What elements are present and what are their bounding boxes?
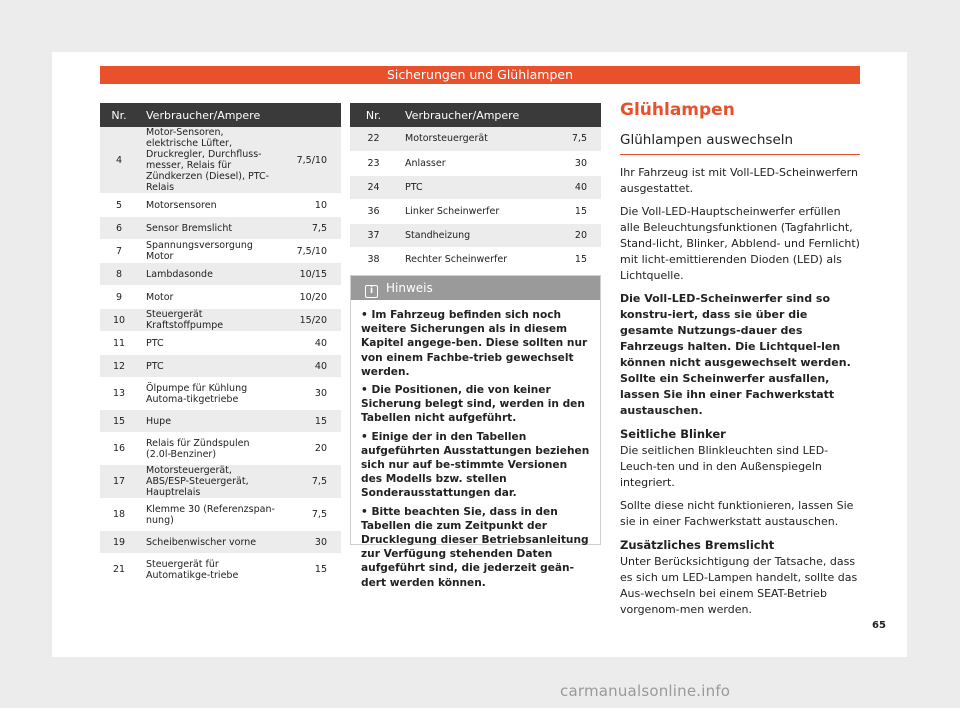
fuse-table-left — [100, 103, 341, 586]
cell-ampere: 40 — [543, 175, 601, 199]
cell-consumer: Spannungsversorgung Motor — [138, 240, 284, 263]
paragraph-bold: Die Voll-LED-Scheinwerfer sind so konstru-iert, dass sie über die gesamte Nutzungs-dauer des Fahrzeugs halten. Die Lichtquel-len können nicht ausgewechselt werden. Sollte ein Scheinwerfer ausfallen, lassen Sie ihn einer Fachwerkstatt austauschen. — [620, 292, 851, 417]
cell-ampere: 15 — [284, 554, 341, 586]
table-row — [100, 332, 341, 355]
chapter-header: Sicherungen und Glühlampen — [100, 66, 860, 84]
cell-ampere: 30 — [284, 531, 341, 554]
cell-consumer: Sensor Bremslicht — [138, 217, 284, 240]
subsection-title: Seitliche Blinker — [620, 427, 726, 441]
cell-consumer: Motorsteuergerät, ABS/ESP-Steuergerät, Hauptrelais — [138, 465, 284, 499]
cell-nr: 22 — [350, 127, 397, 151]
cell-nr: 37 — [350, 223, 397, 247]
section-subheading: Glühlampen auswechseln — [620, 132, 794, 148]
cell-consumer: PTC — [138, 332, 284, 355]
cell-ampere: 20 — [284, 433, 341, 465]
cell-nr: 13 — [100, 378, 138, 410]
cell-nr: 5 — [100, 194, 138, 217]
cell-nr: 23 — [350, 151, 397, 175]
table-row — [100, 286, 341, 309]
cell-ampere: 40 — [284, 332, 341, 355]
note-title: Hinweis — [386, 281, 433, 295]
cell-nr: 15 — [100, 410, 138, 433]
cell-consumer: Motor-Sensoren, elektrische Lüfter, Druckregler, Durchfluss-messer, Relais für Zündkerzen (Diesel), PTC-Relais — [138, 127, 284, 194]
cell-ampere: 15 — [284, 410, 341, 433]
bulbs-section — [620, 100, 860, 625]
table-row — [350, 151, 601, 175]
table-row — [100, 127, 341, 194]
table-row — [350, 127, 601, 151]
cell-consumer: Motor — [138, 286, 284, 309]
table-row — [100, 355, 341, 378]
table-row — [100, 433, 341, 465]
cell-nr: 6 — [100, 217, 138, 240]
cell-ampere: 7,5/10 — [284, 240, 341, 263]
cell-consumer: Scheibenwischer vorne — [138, 531, 284, 554]
cell-nr: 18 — [100, 499, 138, 531]
cell-nr: 10 — [100, 309, 138, 332]
cell-ampere: 10/15 — [284, 263, 341, 286]
cell-consumer: Relais für Zündspulen (2.0l-Benziner) — [138, 433, 284, 465]
cell-ampere: 7,5 — [284, 217, 341, 240]
cell-consumer: Lambdasonde — [138, 263, 284, 286]
cell-nr: 16 — [100, 433, 138, 465]
table-header-row — [350, 103, 601, 127]
paragraph: Ihr Fahrzeug ist mit Voll-LED-Scheinwerfern ausgestattet. — [620, 166, 858, 195]
cell-ampere: 15/20 — [284, 309, 341, 332]
cell-ampere: 7,5 — [284, 499, 341, 531]
cell-consumer: Klemme 30 (Referenzspan-nung) — [138, 499, 284, 531]
cell-consumer: PTC — [138, 355, 284, 378]
heading-divider — [620, 154, 860, 155]
column-header-nr: Nr. — [350, 103, 397, 127]
note-item: • Bitte beachten Sie, dass in den Tabellen die zum Zeitpunkt der Drucklegung dieser Betriebsanleitung zur Verfügung stehenden Daten aufgeführt sind, die jederzeit geän-dert werden können. — [361, 505, 589, 589]
column-header-consumer: Verbraucher/Ampere — [138, 103, 341, 127]
cell-ampere: 10/20 — [284, 286, 341, 309]
watermark: carmanualsonline.info — [560, 682, 731, 700]
fuse-table-middle — [350, 103, 601, 272]
cell-consumer: Hupe — [138, 410, 284, 433]
table-row — [100, 378, 341, 410]
cell-ampere: 7,5 — [543, 127, 601, 151]
cell-ampere: 10 — [284, 194, 341, 217]
page-number: 65 — [872, 620, 886, 631]
note-item: • Im Fahrzeug befinden sich noch weitere Sicherungen als in diesem Kapitel angege-ben. Diese sollten nur von einem Fachbe-trieb gewechselt werden. — [361, 309, 588, 378]
cell-nr: 24 — [350, 175, 397, 199]
note-item: • Einige der in den Tabellen aufgeführten Ausstattungen beziehen sich nur auf be-stimmte Versionen des Modells bzw. stellen Sonderausstattungen dar. — [361, 430, 590, 500]
cell-nr: 7 — [100, 240, 138, 263]
table-row — [350, 199, 601, 223]
cell-consumer: Steuergerät für Automatikge-triebe — [138, 554, 284, 586]
section-heading: Glühlampen — [620, 100, 735, 120]
cell-nr: 11 — [100, 332, 138, 355]
note-item: • Die Positionen, die von keiner Sicherung belegt sind, werden in den Tabellen nicht aufgeführt. — [361, 384, 585, 425]
info-icon: i — [365, 285, 378, 298]
column-header-consumer: Verbraucher/Ampere — [397, 103, 601, 127]
cell-nr: 21 — [100, 554, 138, 586]
cell-ampere: 30 — [284, 378, 341, 410]
cell-ampere: 15 — [543, 199, 601, 223]
cell-ampere: 7,5/10 — [284, 127, 341, 194]
cell-consumer: Anlasser — [397, 151, 543, 175]
note-header — [351, 276, 600, 300]
cell-consumer: PTC — [397, 175, 543, 199]
cell-consumer: Motorsensoren — [138, 194, 284, 217]
table-row — [100, 554, 341, 586]
cell-ampere: 15 — [543, 247, 601, 271]
cell-ampere: 7,5 — [284, 465, 341, 499]
cell-ampere: 40 — [284, 355, 341, 378]
table-row — [100, 194, 341, 217]
cell-consumer: Motorsteuergerät — [397, 127, 543, 151]
cell-consumer: Linker Scheinwerfer — [397, 199, 543, 223]
cell-nr: 19 — [100, 531, 138, 554]
cell-consumer: Steuergerät Kraftstoffpumpe — [138, 309, 284, 332]
note-box — [350, 275, 601, 589]
table-row — [350, 175, 601, 199]
paragraph: Die seitlichen Blinkleuchten sind LED-Leuch-ten und in den Außenspiegeln integriert. — [620, 444, 829, 489]
table-row — [100, 309, 341, 332]
table-header-row — [100, 103, 341, 127]
cell-consumer: Ölpumpe für Kühlung Automa-tikgetriebe — [138, 378, 284, 410]
table-row — [100, 240, 341, 263]
cell-consumer: Rechter Scheinwerfer — [397, 247, 543, 271]
table-row — [100, 499, 341, 531]
table-row — [100, 217, 341, 240]
cell-nr: 8 — [100, 263, 138, 286]
cell-consumer: Standheizung — [397, 223, 543, 247]
table-row — [100, 410, 341, 433]
cell-nr: 4 — [100, 127, 138, 194]
note-body — [351, 300, 600, 590]
cell-nr: 36 — [350, 199, 397, 223]
paragraph: Die Voll-LED-Hauptscheinwerfer erfüllen alle Beleuchtungsfunktionen (Tagfahrlicht, Stand-licht, Blinker, Abblend- und Fernlicht) mit licht-emittierenden Dioden (LED) als Lichtquelle. — [620, 205, 860, 282]
cell-nr: 9 — [100, 286, 138, 309]
table-row — [350, 223, 601, 247]
subsection-title: Zusätzliches Bremslicht — [620, 538, 775, 552]
paragraph: Unter Berücksichtigung der Tatsache, dass es sich um LED-Lampen handelt, sollte das Aus-wechseln bei einem SEAT-Betrieb vorgenom-men werden. — [620, 555, 858, 616]
table-row — [100, 531, 341, 554]
cell-nr: 12 — [100, 355, 138, 378]
paragraph: Sollte diese nicht funktionieren, lassen Sie sie in einer Fachwerkstatt austauschen. — [620, 499, 854, 528]
table-row — [350, 247, 601, 271]
cell-ampere: 30 — [543, 151, 601, 175]
cell-nr: 38 — [350, 247, 397, 271]
table-row — [100, 465, 341, 499]
table-row — [100, 263, 341, 286]
column-header-nr: Nr. — [100, 103, 138, 127]
cell-nr: 17 — [100, 465, 138, 499]
cell-ampere: 20 — [543, 223, 601, 247]
